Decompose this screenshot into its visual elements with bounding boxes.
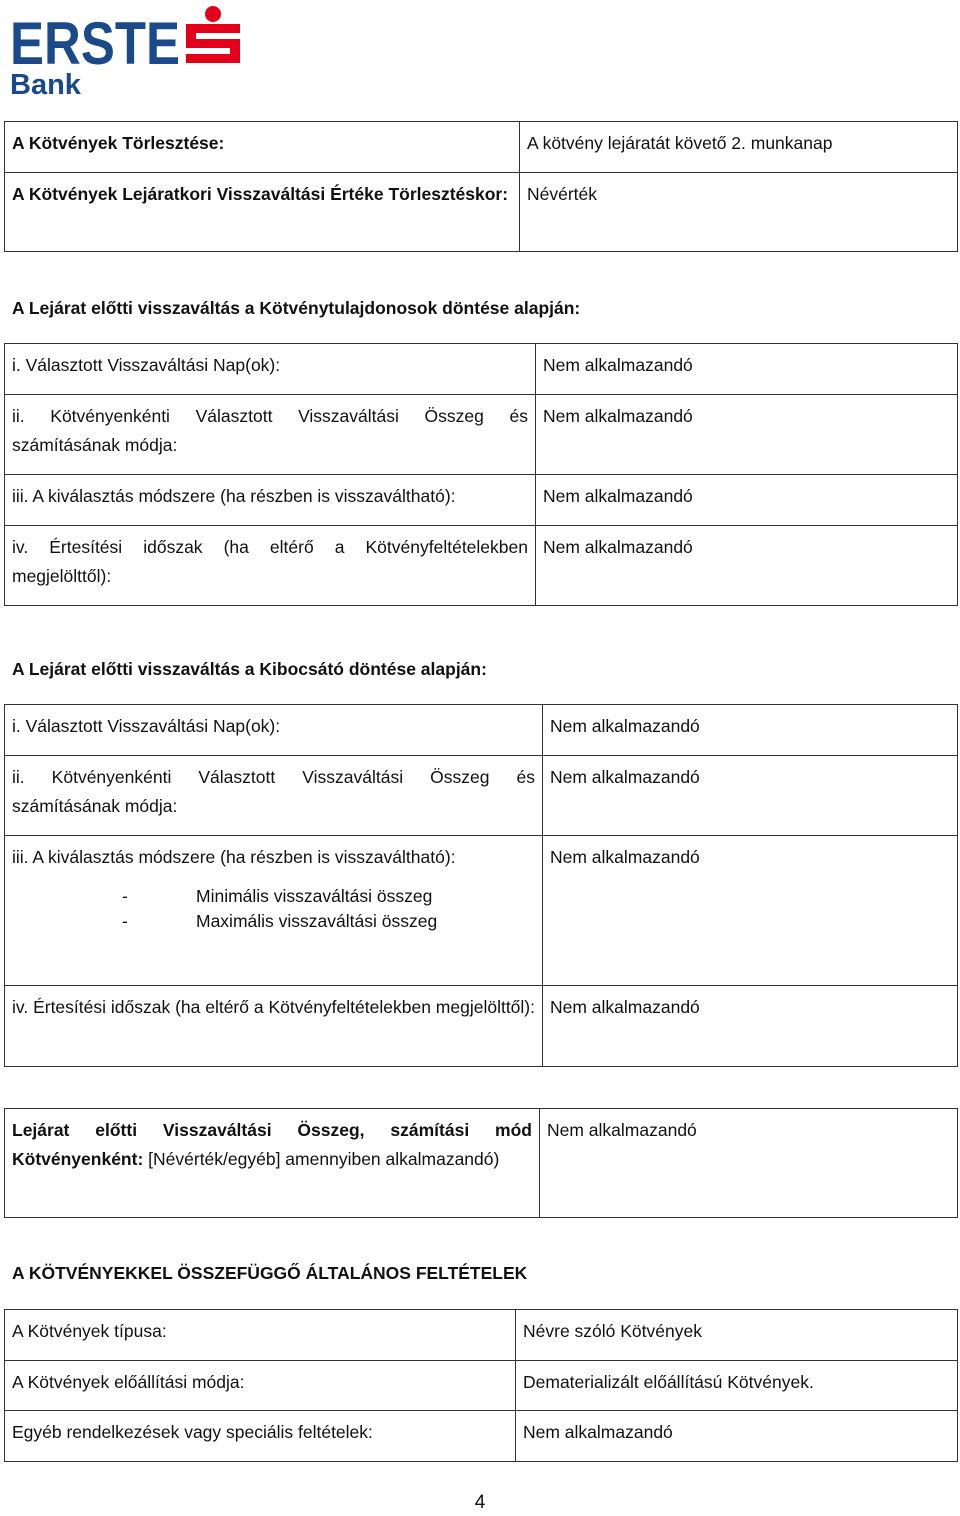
table-row bbox=[5, 395, 958, 475]
early-redemption-label bbox=[5, 1109, 540, 1218]
row-label: iv. Értesítési időszak (ha eltérő a Kötvényfeltételekben megjelölttől): bbox=[5, 526, 536, 606]
row-value: Dematerializált előállítású Kötvények. bbox=[516, 1361, 958, 1411]
row-value: Nem alkalmazandó bbox=[543, 836, 958, 986]
erste-bank-logo bbox=[10, 4, 242, 96]
early-redemption-table bbox=[4, 1108, 958, 1218]
table-row bbox=[5, 173, 958, 252]
row-value: Névre szóló Kötvények bbox=[516, 1310, 958, 1361]
table-row bbox=[5, 1411, 958, 1462]
row-value: Nem alkalmazandó bbox=[543, 705, 958, 756]
row-value: Nem alkalmazandó bbox=[536, 344, 958, 395]
logo-sub: Bank bbox=[10, 69, 81, 96]
row-label: iii. A kiválasztás módszere (ha részben is visszaváltható): bbox=[5, 475, 536, 526]
row-value: Nem alkalmazandó bbox=[536, 475, 958, 526]
general-conditions-table bbox=[4, 1309, 958, 1462]
row-label: ii. Kötvényenkénti Választott Visszaváltási Összeg és számításának módja: bbox=[5, 756, 543, 836]
section-heading-general: A KÖTVÉNYEKKEL ÖSSZEFÜGGŐ ÁLTALÁNOS FELTÉTELEK bbox=[12, 1263, 528, 1283]
table-row bbox=[5, 344, 958, 395]
row-label: i. Választott Visszaváltási Nap(ok): bbox=[5, 705, 543, 756]
row-value: Nem alkalmazandó bbox=[543, 756, 958, 836]
list-item: - Maximális visszaváltási összeg bbox=[12, 909, 535, 934]
table-row bbox=[5, 122, 958, 173]
table-row bbox=[5, 1361, 958, 1411]
list-item: - Minimális visszaváltási összeg bbox=[12, 884, 535, 909]
row-label: A Kötvények előállítási módja: bbox=[5, 1361, 516, 1411]
early-redemption-value: Nem alkalmazandó bbox=[540, 1109, 958, 1218]
table-row bbox=[5, 705, 958, 756]
row-label: A Kötvények típusa: bbox=[5, 1310, 516, 1361]
table-row bbox=[5, 836, 958, 986]
issuer-table bbox=[4, 704, 958, 1067]
row-value: Nem alkalmazandó bbox=[536, 395, 958, 475]
logo-brand: ERSTE bbox=[10, 10, 180, 77]
holders-table bbox=[4, 343, 958, 606]
row-value: Nem alkalmazandó bbox=[543, 986, 958, 1067]
redemption-value-label: A Kötvények Lejáratkori Visszaváltási Értéke Törlesztéskor: bbox=[5, 173, 520, 252]
row-value: Nem alkalmazandó bbox=[516, 1411, 958, 1462]
table-row bbox=[5, 1310, 958, 1361]
repayment-value: A kötvény lejáratát követő 2. munkanap bbox=[520, 122, 958, 173]
table-row bbox=[5, 1109, 958, 1218]
row-label: iii. A kiválasztás módszere (ha részben is visszaváltható): bbox=[12, 847, 456, 867]
early-redemption-label-bold: Lejárat előtti Visszaváltási Összeg, számítási mód Kötvényenként: bbox=[12, 1120, 532, 1169]
repayment-label: A Kötvények Törlesztése: bbox=[5, 122, 520, 173]
logo-s-mark bbox=[186, 6, 240, 63]
repayment-table bbox=[4, 121, 958, 252]
selection-method-list bbox=[12, 884, 535, 934]
early-redemption-label-rest: [Névérték/egyéb] amennyiben alkalmazandó) bbox=[148, 1149, 500, 1169]
row-label: Egyéb rendelkezések vagy speciális feltételek: bbox=[5, 1411, 516, 1462]
row-label-with-list bbox=[5, 836, 543, 986]
table-row bbox=[5, 475, 958, 526]
table-row bbox=[5, 756, 958, 836]
section-heading-issuer: A Lejárat előtti visszaváltás a Kibocsátó döntése alapján: bbox=[12, 659, 487, 679]
table-row bbox=[5, 986, 958, 1067]
redemption-value: Névérték bbox=[520, 173, 958, 252]
row-value: Nem alkalmazandó bbox=[536, 526, 958, 606]
row-label: i. Választott Visszaváltási Nap(ok): bbox=[5, 344, 536, 395]
section-heading-holders: A Lejárat előtti visszaváltás a Kötvénytulajdonosok döntése alapján: bbox=[12, 298, 581, 318]
table-row bbox=[5, 526, 958, 606]
row-label: iv. Értesítési időszak (ha eltérő a Kötvényfeltételekben megjelölttől): bbox=[5, 986, 543, 1067]
row-label: ii. Kötvényenkénti Választott Visszaváltási Összeg és számításának módja: bbox=[5, 395, 536, 475]
page-number: 4 bbox=[474, 1492, 486, 1513]
